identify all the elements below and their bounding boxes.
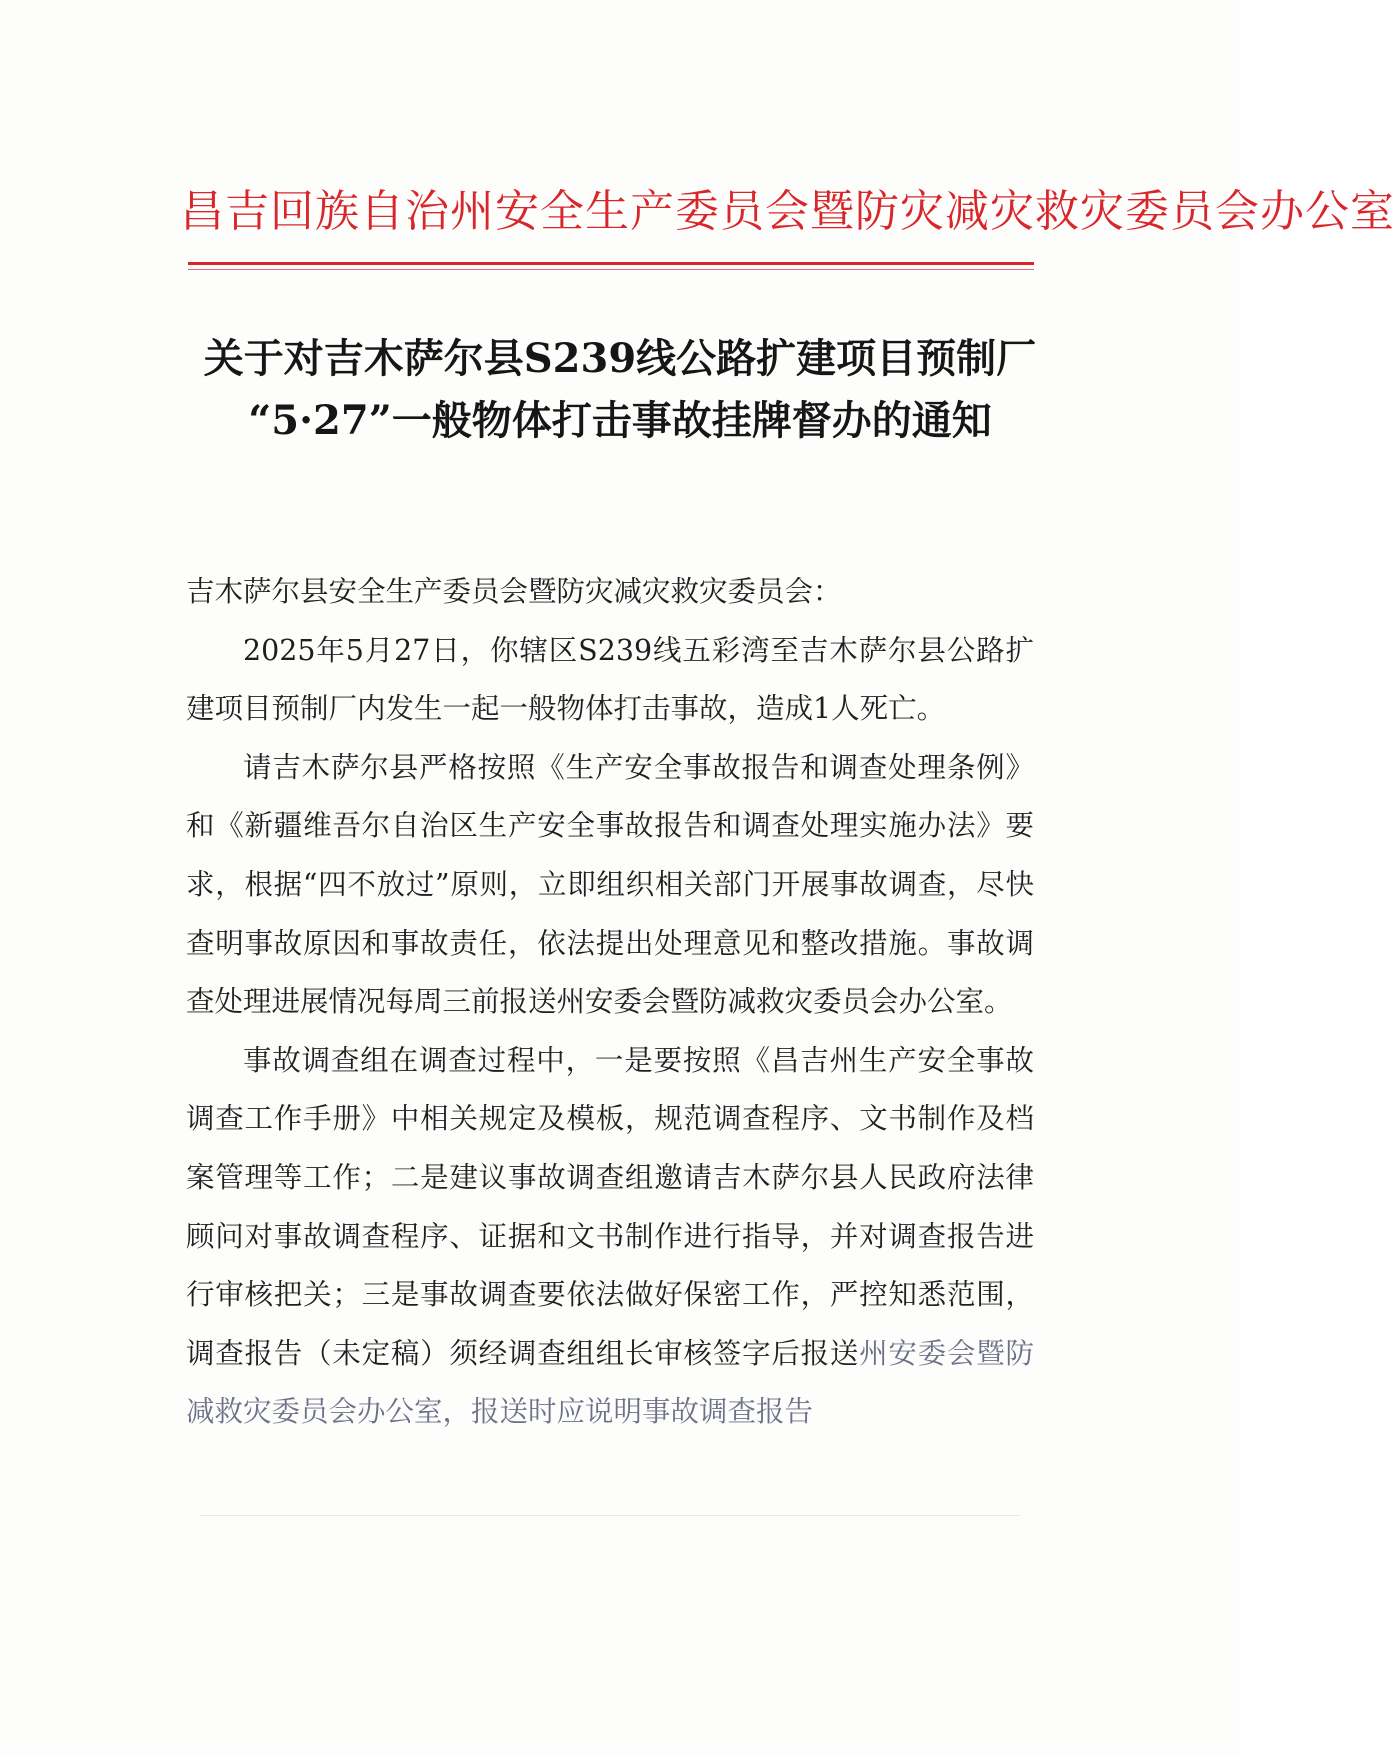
paragraph-incident: 2025年5月27日，你辖区S239线五彩湾至吉木萨尔县公路扩建项目预制厂内发生一起一般物体打击事故，造成1人死亡。: [186, 633, 1034, 726]
paragraph-investigation-guidance-tail: 州安委会暨防减救灾委员会办公室，报送时应说明事故调查报告: [186, 1336, 1034, 1429]
document-title: [150, 328, 1090, 452]
letterhead-issuer: 昌吉回族自治州安全生产委员会暨防灾减灾救灾委员会办公室: [180, 186, 1395, 237]
letterhead-red-rule: [188, 262, 1034, 265]
recipient-salutation: 吉木萨尔县安全生产委员会暨防灾减灾救灾委员会：: [186, 575, 842, 608]
document-title-line-1: 关于对吉木萨尔县S239线公路扩建项目预制厂: [203, 335, 1037, 382]
document-title-line-2: “5·27”一般物体打击事故挂牌督办的通知: [248, 397, 992, 444]
page-bottom-rule: [200, 1515, 1020, 1516]
document-body: [186, 563, 1034, 1442]
letterhead-red-rule-thin: [188, 269, 1034, 270]
paragraph-investigation-guidance: [186, 1032, 1034, 1442]
paragraph-investigation-guidance-text: 事故调查组在调查过程中，一是要按照《昌吉州生产安全事故调查工作手册》中相关规定及模板，规范调查程序、文书制作及档案管理等工作；二是建议事故调查组邀请吉木萨尔县人民政府法律顾问对事故调查程序、证据和文书制作进行指导，并对调查报告进行审核把关；三是事故调查要依法做好保密工作，严控知悉范围，调查报告（未定稿）须经调查组组长审核签字后报送: [186, 1043, 1034, 1370]
paragraph-investigation-requirements: 请吉木萨尔县严格按照《生产安全事故报告和调查处理条例》和《新疆维吾尔自治区生产安全事故报告和调查处理实施办法》要求，根据“四不放过”原则，立即组织相关部门开展事故调查，尽快查明事故原因和事故责任，依法提出处理意见和整改措施。事故调查处理进展情况每周三前报送州安委会暨防减救灾委员会办公室。: [186, 750, 1034, 1019]
